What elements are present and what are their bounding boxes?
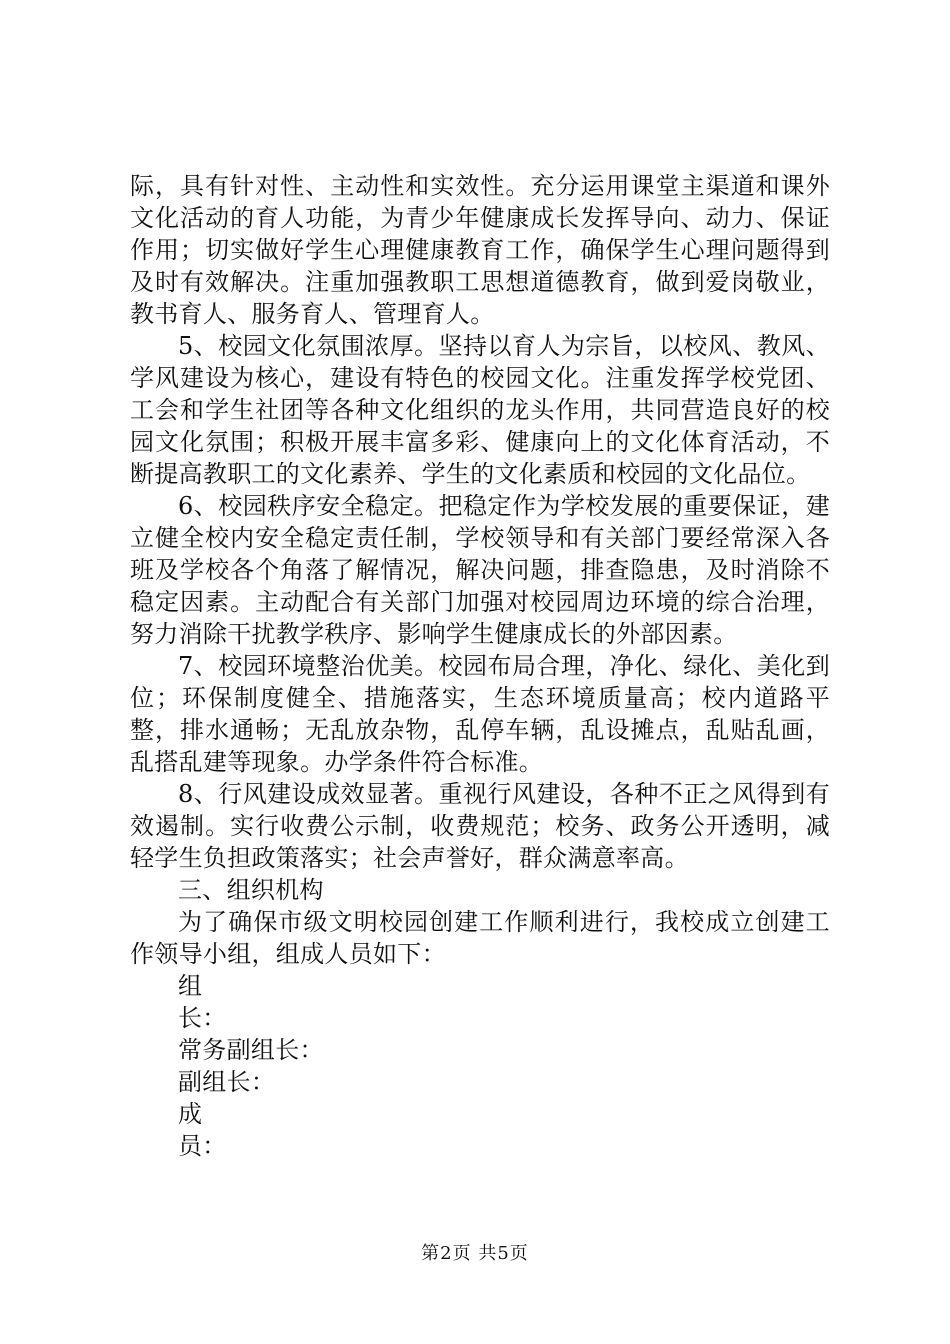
section-heading: 三、组织机构: [178, 876, 324, 904]
paragraph-continuation: 际，具有针对性、主动性和实效性。充分运用课堂主渠道和课外文化活动的育人功能，为青少年健康成长发挥导向、动力、保证作用；切实做好学生心理健康教育工作，确保学生心理问题得到及时有效解决。注重加强教职工思想道德教育，做到爱岗敬业，教书育人、服务育人、管理育人。: [130, 172, 830, 328]
paragraph-item-8: 8、行风建设成效显著。重视行风建设，各种不正之风得到有效遏制。实行收费公示制，收费规范；校务、政务公开透明，减轻学生负担政策落实；社会声誉好，群众满意率高。: [130, 780, 830, 872]
field-label: 副组长：: [178, 1068, 276, 1096]
document-body: [130, 170, 830, 1162]
paragraph-item-5: 5、校园文化氛围浓厚。坚持以育人为宗旨，以校风、教风、学风建设为核心，建设有特色的校园文化。注重发挥学校党团、工会和学生社团等各种文化组织的龙头作用，共同营造良好的校园文化氛围；积极开展丰富多彩、健康向上的文化体育活动，不断提高教职工的文化素养、学生的文化素质和校园的文化品位。: [130, 332, 830, 488]
field-label: 长：: [178, 1004, 227, 1032]
field-label: 组: [178, 972, 203, 1000]
paragraph-item-7: 7、校园环境整治优美。校园布局合理，净化、绿化、美化到位；环保制度健全、措施落实，生态环境质量高；校内道路平整，排水通畅；无乱放杂物，乱停车辆，乱设摊点，乱贴乱画，乱搭乱建等现象。办学条件符合标准。: [130, 652, 830, 776]
field-label: 成: [178, 1100, 203, 1128]
paragraph-intro: 为了确保市级文明校园创建工作顺利进行，我校成立创建工作领导小组，组成人员如下：: [130, 908, 830, 968]
paragraph-item-6: 6、校园秩序安全稳定。把稳定作为学校发展的重要保证，建立健全校内安全稳定责任制，学校领导和有关部门要经常深入各班及学校各个角落了解情况，解决问题，排查隐患，及时消除不稳定因素。主动配合有关部门加强对校园周边环境的综合治理，努力消除干扰教学秩序、影响学生健康成长的外部因素。: [130, 492, 830, 648]
field-label: 常务副组长：: [178, 1036, 324, 1064]
member-field-list: [130, 970, 830, 1162]
page-number-footer: 第2页 共5页: [421, 1243, 529, 1264]
field-label: 员：: [178, 1132, 227, 1160]
